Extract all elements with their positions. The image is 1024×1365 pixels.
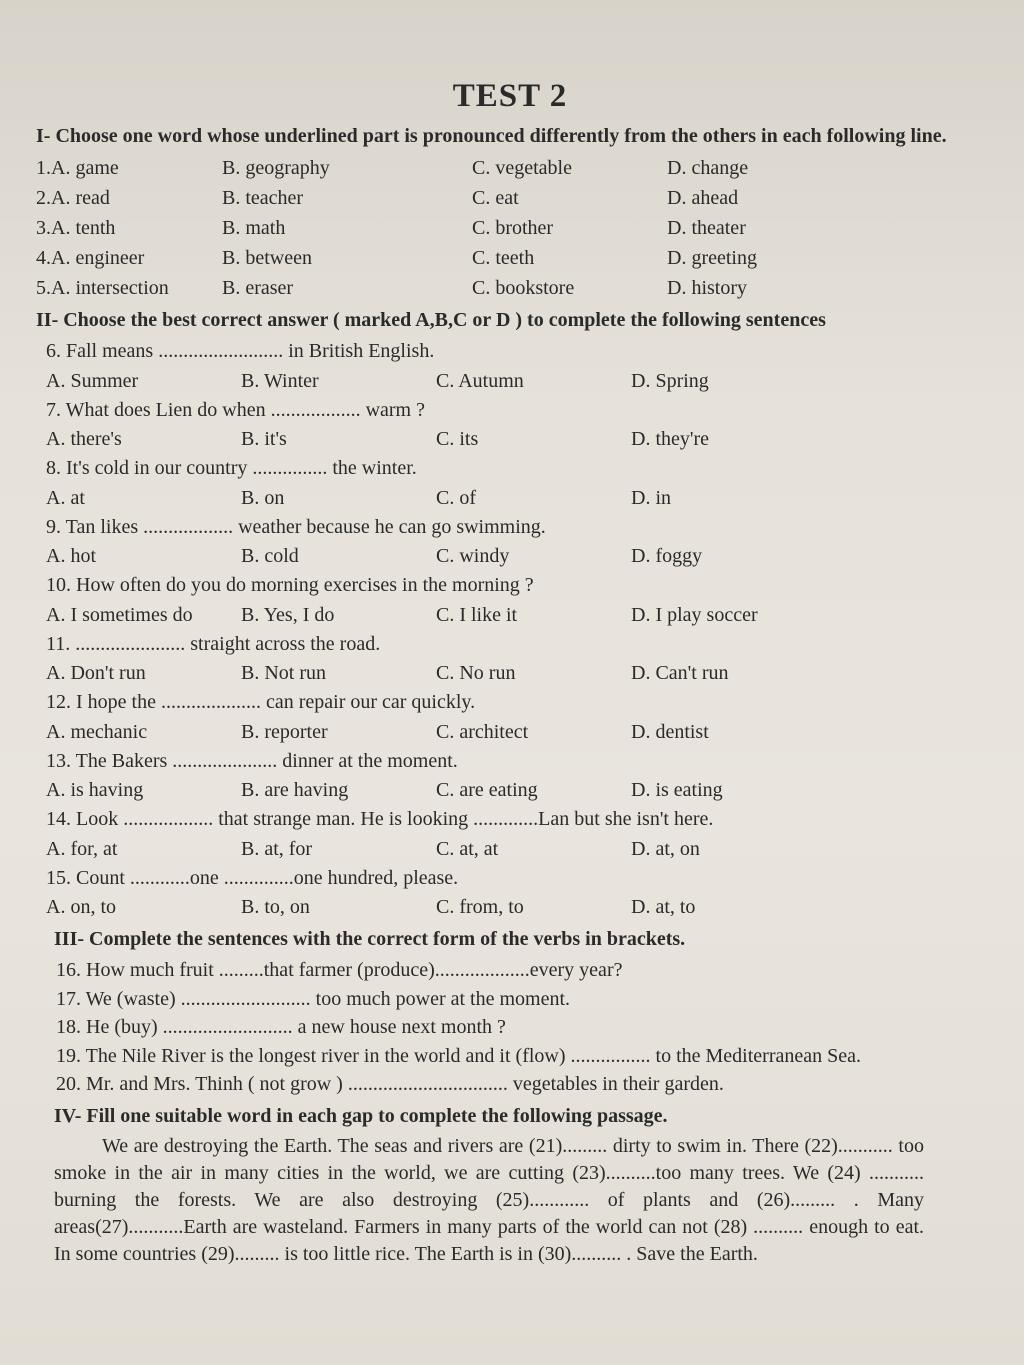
- answer-options: [36, 483, 964, 513]
- option-c: C. eat: [472, 187, 519, 209]
- pronunciation-row: [36, 213, 964, 243]
- section-1-heading: I- Choose one word whose underlined part is pronounced differently from the others in each following line.: [36, 125, 947, 147]
- option-b: B. to, on: [241, 896, 310, 918]
- option-b: B. Yes, I do: [241, 603, 335, 626]
- option-c: C. vegetable: [472, 157, 572, 179]
- option-b: B. cold: [241, 545, 299, 567]
- passage: [36, 1133, 964, 1268]
- option-b: B. math: [222, 217, 286, 239]
- section-3-items: [36, 956, 964, 1099]
- section-3-heading: III- Complete the sentences with the correct form of the verbs in brackets.: [54, 928, 686, 950]
- option-d: D. is eating: [631, 779, 723, 801]
- pronunciation-row: [36, 273, 964, 303]
- option-d: D. at, to: [631, 896, 696, 918]
- pronunciation-row: [36, 153, 964, 183]
- option-a: A. Summer: [46, 369, 139, 392]
- option-c: C. architect: [436, 720, 529, 743]
- answer-options: [36, 775, 964, 805]
- question-text: 13. The Bakers ..................... dinner at the moment.: [46, 749, 458, 772]
- option-a: A. I sometimes do: [46, 603, 193, 626]
- option-c: C. from, to: [436, 896, 524, 918]
- option-b: B. between: [222, 247, 312, 269]
- option-d: D. they're: [631, 428, 710, 450]
- question-text: 12. I hope the .................... can repair our car quickly.: [46, 691, 476, 713]
- option-b: B. are having: [241, 779, 349, 801]
- verb-question: 18. He (buy) .......................... a new house next month ?: [56, 1016, 506, 1038]
- option-b: B. it's: [241, 428, 287, 450]
- passage-text: We are destroying the Earth. The seas and rivers are (21)......... dirty to swim in. There (22)........... too smoke in the air in many cities in the world, we are cutting (23)..........too many trees. We (24) ........... burning the forests. We are also destroying (25)............ of plants and (26)......... . Many areas(27)...........Earth are wasteland. Farmers in many parts of the world can not (28) .......... enough to eat. In some countries (29)......... is too little rice. The Earth is in (30).......... . Save the Earth.: [54, 1134, 924, 1265]
- section-2-items: [36, 337, 964, 922]
- option-d: D. Can't run: [631, 662, 729, 684]
- question-text: 10. How often do you do morning exercises in the morning ?: [46, 574, 534, 596]
- option-b: B. at, for: [241, 837, 313, 860]
- option-a: A. is having: [46, 779, 144, 801]
- option-c: C. No run: [436, 662, 516, 684]
- option-c: C. of: [436, 486, 476, 509]
- option-a: A. at: [46, 486, 85, 509]
- section-4-heading: IV- Fill one suitable word in each gap to complete the following passage.: [54, 1104, 668, 1127]
- option-a: 3.A. tenth: [36, 217, 116, 239]
- verb-question: 19. The Nile River is the longest river in the world and it (flow) ................ to the Mediterranean Sea.: [56, 1044, 861, 1067]
- answer-options: [36, 717, 964, 747]
- option-b: B. teacher: [222, 187, 304, 209]
- option-d: D. Spring: [631, 369, 709, 392]
- option-a: A. hot: [46, 545, 96, 567]
- question-text: 15. Count ............one ..............one hundred, please.: [46, 866, 459, 889]
- option-d: D. greeting: [667, 247, 757, 269]
- option-c: C. bookstore: [472, 277, 575, 299]
- option-a: 2.A. read: [36, 187, 110, 209]
- option-c: C. are eating: [436, 779, 538, 801]
- option-b: B. Winter: [241, 369, 319, 392]
- option-a: A. mechanic: [46, 720, 148, 743]
- answer-options: [36, 424, 964, 454]
- option-c: C. brother: [472, 217, 554, 239]
- section-2-heading: II- Choose the best correct answer ( marked A,B,C or D ) to complete the following sentences: [36, 309, 826, 331]
- question-text: 7. What does Lien do when .................. warm ?: [46, 398, 425, 421]
- question-text: 9. Tan likes .................. weather because he can go swimming.: [46, 515, 546, 538]
- option-a: A. for, at: [46, 837, 118, 860]
- option-a: 5.A. intersection: [36, 277, 169, 299]
- question-text: 11. ...................... straight across the road.: [46, 632, 381, 655]
- option-d: D. ahead: [667, 187, 739, 209]
- option-b: B. Not run: [241, 662, 326, 684]
- question-text: 6. Fall means ......................... in British English.: [46, 340, 435, 362]
- option-d: D. I play soccer: [631, 603, 758, 626]
- verb-question: 16. How much fruit .........that farmer (produce)...................every year?: [56, 959, 623, 981]
- answer-options: [36, 366, 964, 396]
- option-a: A. Don't run: [46, 662, 146, 684]
- option-b: B. on: [241, 486, 285, 509]
- option-a: 1.A. game: [36, 157, 119, 179]
- option-c: C. Autumn: [436, 369, 524, 392]
- answer-options: [36, 834, 964, 864]
- option-c: C. I like it: [436, 603, 518, 626]
- pronunciation-row: [36, 243, 964, 273]
- question-text: 8. It's cold in our country ............... the winter.: [46, 457, 417, 479]
- option-d: D. dentist: [631, 720, 709, 743]
- verb-question: 20. Mr. and Mrs. Thinh ( not grow ) ................................ vegetables in their garden.: [56, 1073, 724, 1095]
- section-1-rows: [36, 153, 964, 303]
- option-d: D. at, on: [631, 837, 700, 860]
- option-a: A. there's: [46, 428, 122, 450]
- option-a: 4.A. engineer: [36, 247, 145, 269]
- option-b: B. reporter: [241, 720, 328, 743]
- question-text: 14. Look .................. that strange man. He is looking .............Lan but she isn't here.: [46, 808, 714, 830]
- option-d: D. change: [667, 157, 749, 179]
- option-d: D. theater: [667, 217, 746, 239]
- option-b: B. eraser: [222, 277, 294, 299]
- answer-options: [36, 892, 964, 922]
- option-c: C. teeth: [472, 247, 535, 269]
- option-c: C. at, at: [436, 837, 499, 860]
- pronunciation-row: [36, 183, 964, 213]
- answer-options: [36, 541, 964, 571]
- verb-question: 17. We (waste) .......................... too much power at the moment.: [56, 987, 571, 1010]
- option-b: B. geography: [222, 157, 330, 179]
- option-d: D. history: [667, 277, 747, 299]
- option-a: A. on, to: [46, 896, 116, 918]
- answer-options: [36, 600, 964, 630]
- answer-options: [36, 658, 964, 688]
- page-title: TEST 2: [452, 78, 568, 114]
- option-c: C. its: [436, 428, 479, 450]
- option-d: D. foggy: [631, 545, 703, 567]
- option-c: C. windy: [436, 545, 510, 567]
- option-d: D. in: [631, 486, 671, 509]
